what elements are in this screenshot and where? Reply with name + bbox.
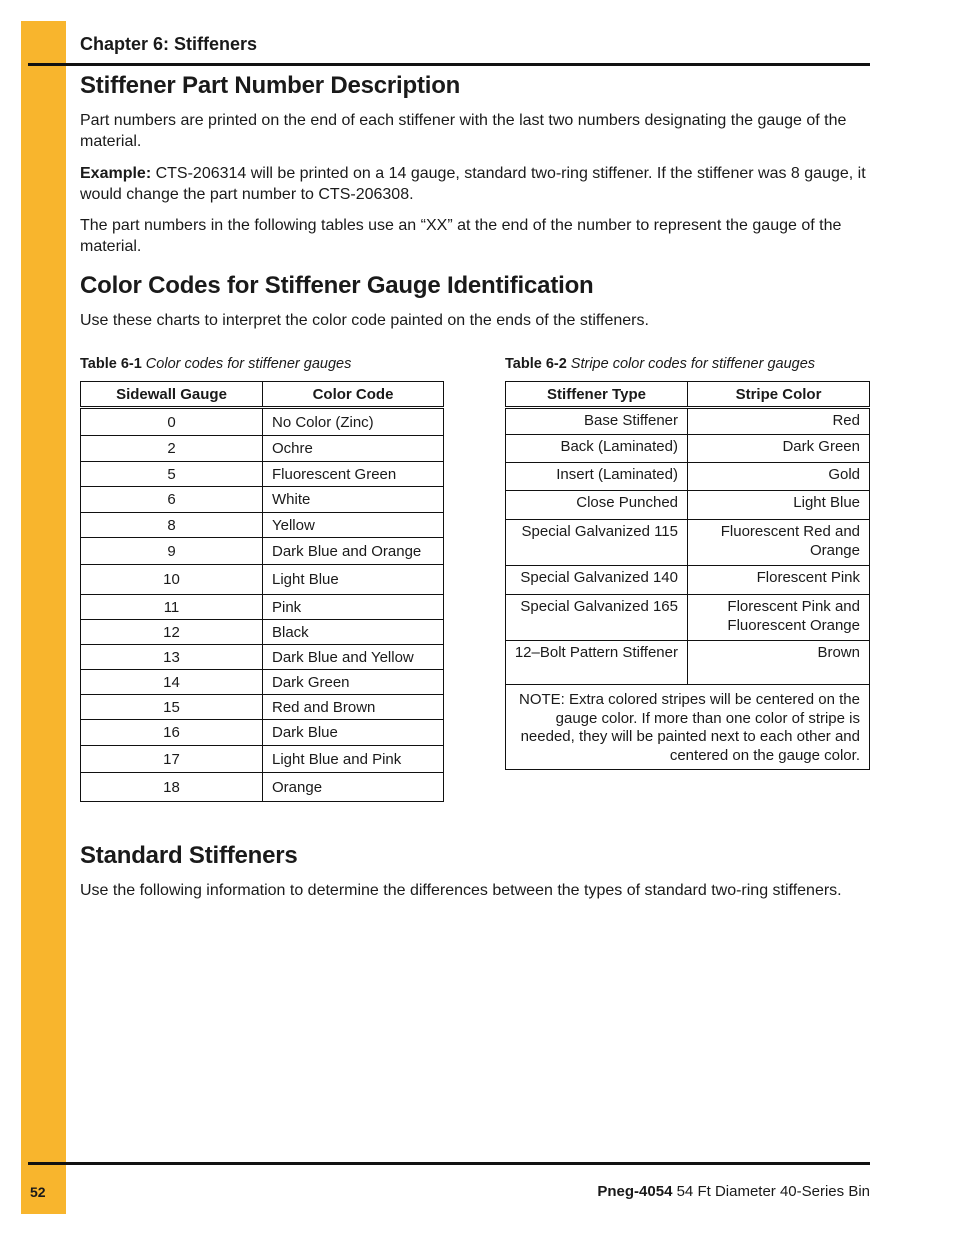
column-header-sidewall-gauge: Sidewall Gauge [81, 382, 263, 408]
gauge-cell: 12 [81, 620, 263, 645]
gauge-cell: 8 [81, 513, 263, 538]
gauge-cell: 14 [81, 670, 263, 695]
table-row [506, 463, 870, 491]
color-cell: Dark Green [263, 670, 444, 695]
side-accent-bar [21, 21, 66, 1214]
table-row [81, 746, 444, 773]
table2-caption-description: Stripe color codes for stiffener gauges [566, 356, 816, 372]
paragraph-part-number-intro: Part numbers are printed on the end of each stiffener with the last two numbers designating the gauge of the material. [80, 112, 847, 150]
table-row [81, 436, 444, 462]
table-row [506, 435, 870, 463]
gauge-cell: 16 [81, 720, 263, 746]
gauge-cell: 17 [81, 746, 263, 773]
paragraph-example [80, 164, 870, 205]
gauge-cell: 0 [81, 408, 263, 436]
header-rule [28, 63, 870, 66]
gauge-cell: 13 [81, 645, 263, 670]
stripe-color-cell: Red [688, 408, 870, 435]
color-cell: Pink [263, 595, 444, 620]
gauge-cell: 6 [81, 487, 263, 513]
stripe-color-cell: Light Blue [688, 491, 870, 520]
table-row [506, 595, 870, 641]
stiffener-type-cell: Close Punched [506, 491, 688, 520]
stiffener-type-cell: Base Stiffener [506, 408, 688, 435]
stripe-color-cell: Fluorescent Red and Orange [688, 520, 870, 566]
color-cell: Orange [263, 773, 444, 802]
table2-caption [505, 356, 815, 372]
chapter-header: Chapter 6: Stiffeners [80, 34, 258, 54]
paragraph-xx-note: The part numbers in the following tables use an “XX” at the end of the number to represent the gauge of the material. [80, 217, 842, 255]
footer-doc-title [597, 1183, 870, 1200]
section-title-part-number: Stiffener Part Number Description [80, 72, 461, 99]
table-row [81, 670, 444, 695]
color-cell: White [263, 487, 444, 513]
color-cell: Black [263, 620, 444, 645]
table-row [81, 462, 444, 487]
column-header-stripe-color: Stripe Color [688, 382, 870, 408]
table-header-row [81, 382, 444, 408]
gauge-cell: 10 [81, 565, 263, 595]
table-row [81, 645, 444, 670]
footer-doc-id: Pneg-4054 [597, 1183, 673, 1200]
table-row [506, 408, 870, 435]
gauge-cell: 11 [81, 595, 263, 620]
gauge-cell: 2 [81, 436, 263, 462]
example-label: Example: [80, 165, 152, 182]
color-cell: Light Blue and Pink [263, 746, 444, 773]
table-row [81, 565, 444, 595]
example-text: CTS-206314 will be printed on a 14 gauge, standard two-ring stiffener. If the stiffener was 8 gauge, it would change the part number to CTS-206308. [80, 165, 866, 203]
color-cell: Dark Blue [263, 720, 444, 746]
table-header-row [506, 382, 870, 408]
color-cell: Dark Blue and Yellow [263, 645, 444, 670]
column-header-stiffener-type: Stiffener Type [506, 382, 688, 408]
stiffener-type-cell: Insert (Laminated) [506, 463, 688, 491]
table-row [81, 538, 444, 565]
table-row [81, 620, 444, 645]
table1-caption [80, 356, 351, 372]
color-cell: Fluorescent Green [263, 462, 444, 487]
stiffener-type-cell: Special Galvanized 165 [506, 595, 688, 641]
stiffener-type-cell: Back (Laminated) [506, 435, 688, 463]
footer-doc-name: 54 Ft Diameter 40-Series Bin [672, 1183, 870, 1200]
table-row [81, 408, 444, 436]
gauge-cell: 9 [81, 538, 263, 565]
gauge-cell: 15 [81, 695, 263, 720]
table-row [81, 773, 444, 802]
table-note-row [506, 685, 870, 770]
paragraph-color-codes-intro: Use these charts to interpret the color code painted on the ends of the stiffeners. [80, 312, 649, 329]
section-title-color-codes: Color Codes for Stiffener Gauge Identification [80, 272, 594, 299]
table-row [81, 720, 444, 746]
page-number: 52 [30, 1184, 46, 1200]
table-row [506, 641, 870, 685]
table-row [81, 595, 444, 620]
stiffener-type-cell: Special Galvanized 140 [506, 566, 688, 595]
table1-caption-number: Table 6-1 [80, 356, 142, 372]
table1-caption-description: Color codes for stiffener gauges [141, 356, 352, 372]
color-cell: Dark Blue and Orange [263, 538, 444, 565]
gauge-cell: 5 [81, 462, 263, 487]
color-cell: Light Blue [263, 565, 444, 595]
table-row [81, 513, 444, 538]
stripe-color-cell: Florescent Pink and Fluorescent Orange [688, 595, 870, 641]
stiffener-type-cell: Special Galvanized 115 [506, 520, 688, 566]
stiffener-type-cell: 12–Bolt Pattern Stiffener [506, 641, 688, 685]
table-note: NOTE: Extra colored stripes will be centered on the gauge color. If more than one color of stripe is needed, they will be painted next to each other and centered on the gauge color. [506, 685, 870, 770]
section-title-standard-stiffeners: Standard Stiffeners [80, 842, 298, 869]
stripe-color-cell: Florescent Pink [688, 566, 870, 595]
color-cell: Ochre [263, 436, 444, 462]
stripe-color-cell: Dark Green [688, 435, 870, 463]
paragraph-standard-stiffeners-intro: Use the following information to determine the differences between the types of standard two-ring stiffeners. [80, 882, 842, 899]
table-row [81, 487, 444, 513]
footer-rule [28, 1162, 870, 1165]
color-cell: Red and Brown [263, 695, 444, 720]
column-header-color-code: Color Code [263, 382, 444, 408]
table-row [506, 566, 870, 595]
gauge-cell: 18 [81, 773, 263, 802]
color-cell: Yellow [263, 513, 444, 538]
stripe-color-cell: Gold [688, 463, 870, 491]
table-row [506, 491, 870, 520]
stripe-color-table [505, 381, 870, 770]
gauge-color-table [80, 381, 444, 802]
table-row [81, 695, 444, 720]
table-row [506, 520, 870, 566]
color-cell: No Color (Zinc) [263, 408, 444, 436]
stripe-color-cell: Brown [688, 641, 870, 685]
table2-caption-number: Table 6-2 [505, 356, 567, 372]
